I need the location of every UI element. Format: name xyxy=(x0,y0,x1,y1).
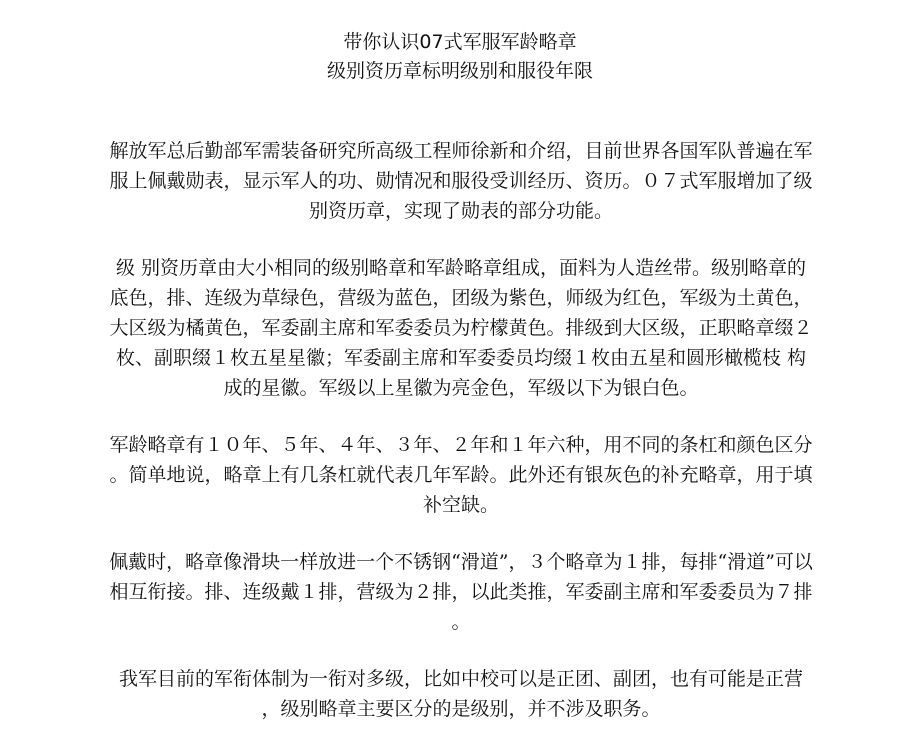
paragraph-line: ，级别略章主要区分的是级别，并不涉及职务。 xyxy=(261,698,661,720)
title-line-2: 级别资历章标明级别和服役年限 xyxy=(326,60,593,82)
paragraph-rank-badges xyxy=(30,253,892,403)
paragraph-line: 枚、副职缀１枚五星星徽；军委副主席和军委委员均缀１枚由五星和圆形橄榄枝 构 xyxy=(115,347,807,369)
paragraph-line: 。简单地说，略章上有几条杠就代表几年军龄。此外还有银灰色的补充略章，用于填 xyxy=(109,464,813,486)
title-block xyxy=(0,28,920,86)
paragraph-wearing xyxy=(30,547,892,637)
paragraph-line: 服上佩戴勋表，显示军人的功、勋情况和服役受训经历、资历。０７式军服增加了级 xyxy=(109,170,813,192)
paragraph-line: 。 xyxy=(451,611,471,633)
paragraph-line: 大区级为橘黄色，军委副主席和军委委员为柠檬黄色。排级到大区级，正职略章缀２ xyxy=(109,317,813,339)
paragraph-line: 成的星徽。军级以上星徽为亮金色，军级以下为银白色。 xyxy=(223,377,699,399)
title-line-1: 带你认识07式军服军龄略章 xyxy=(343,31,577,53)
paragraph-line: 我军目前的军衔体制为一衔对多级，比如中校可以是正团、副团，也有可能是正营 xyxy=(118,668,803,690)
paragraph-intro xyxy=(30,136,892,226)
paragraph-rank-system xyxy=(30,664,892,724)
paragraph-line: 解放军总后勤部军需装备研究所高级工程师徐新和介绍，目前世界各国军队普遍在军 xyxy=(109,140,813,162)
paragraph-line: 补空缺。 xyxy=(422,494,499,516)
paragraph-line: 佩戴时，略章像滑块一样放进一个不锈钢“滑道”，３个略章为１排，每排“滑道”可以 xyxy=(109,551,813,573)
paragraph-line: 军龄略章有１０年、５年、４年、３年、２年和１年六种，用不同的条杠和颜色区分 xyxy=(109,434,813,456)
article-body xyxy=(30,136,892,751)
paragraph-line: 底色，排、连级为草绿色，营级为蓝色，团级为紫色，师级为红色，军级为土黄色， xyxy=(109,287,813,309)
paragraph-service-years xyxy=(30,430,892,520)
paragraph-line: 相互衔接。排、连级戴１排，营级为２排，以此类推，军委副主席和军委委员为７排 xyxy=(109,581,813,603)
paragraph-line: 级 别资历章由大小相同的级别略章和军龄略章组成，面料为人造丝带。级别略章的 xyxy=(115,257,807,279)
paragraph-line: 别资历章，实现了勋表的部分功能。 xyxy=(308,200,613,222)
